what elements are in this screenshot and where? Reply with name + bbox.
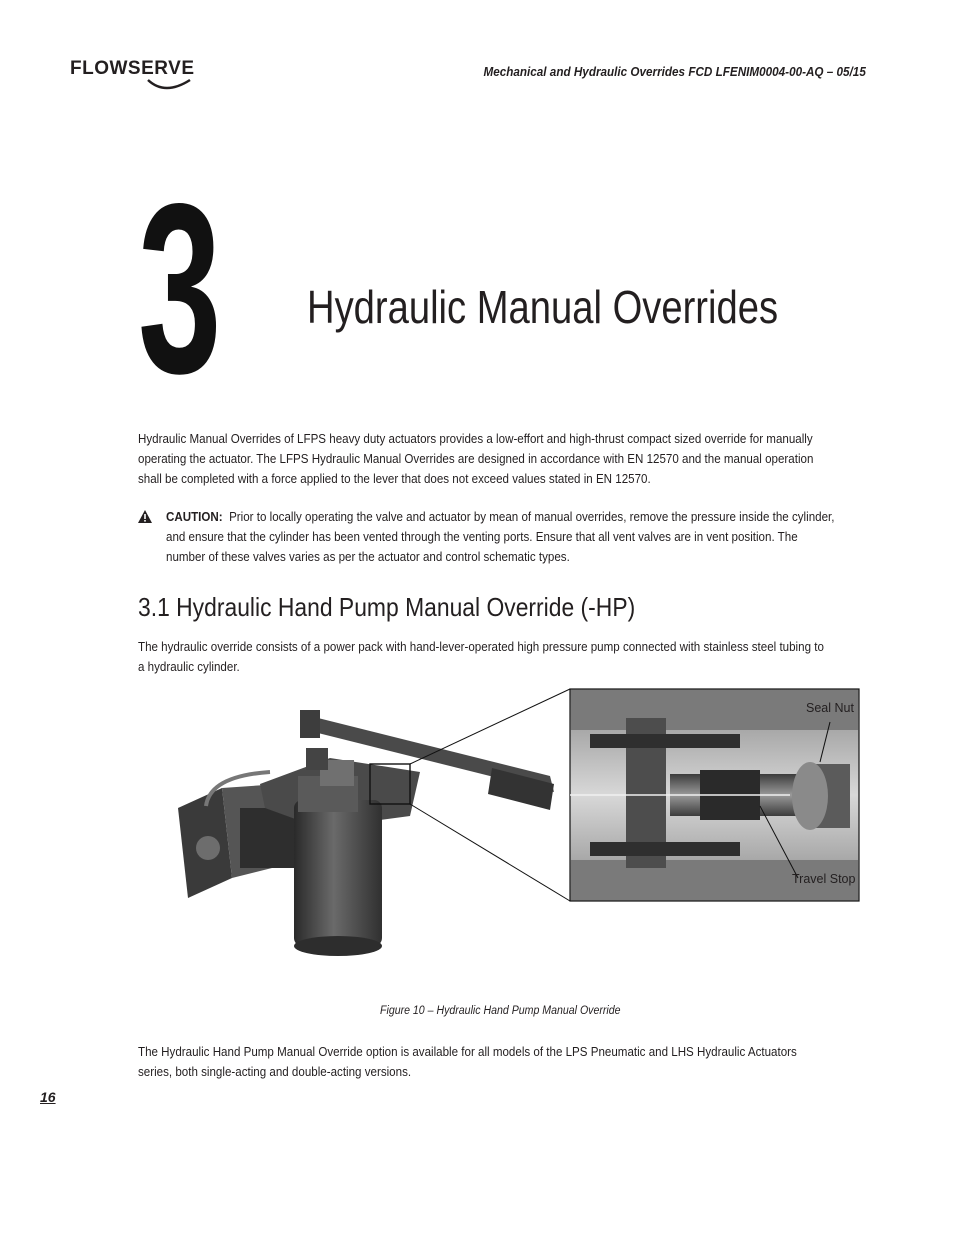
section-paragraph: [138, 637, 864, 677]
caution-line: number of these valves varies as per the actuator and control schematic types.: [166, 550, 570, 564]
closing-line: The Hydraulic Hand Pump Manual Override option is available for all models of the LPS Pneumatic and LHS Hydraulic Actuators: [138, 1045, 797, 1059]
warning-triangle-icon: [138, 510, 152, 523]
closing-paragraph: [138, 1042, 864, 1082]
travel-stop-label: Travel Stop: [792, 872, 856, 886]
caution-text: [166, 507, 878, 567]
caution-line: [166, 507, 835, 527]
caution-label: CAUTION:: [166, 510, 223, 524]
intro-line: shall be completed with a force applied to the lever that does not exceed values stated in EN 12570.: [138, 472, 651, 486]
intro-line: Hydraulic Manual Overrides of LFPS heavy duty actuators provides a low-effort and high-thrust compact sized override for manually: [138, 432, 813, 446]
hand-pump-illustration: [170, 688, 860, 963]
closing-line: series, both single-acting and double-acting versions.: [138, 1065, 412, 1079]
section-line: The hydraulic override consists of a power pack with hand-lever-operated high pressure pump connected with stainless steel tubing to: [138, 640, 824, 654]
caution-line-text: Prior to locally operating the valve and actuator by mean of manual overrides, remove the pressure inside the cylinder,: [229, 510, 835, 524]
seal-nut-label: Seal Nut: [806, 701, 854, 715]
figure-caption: Figure 10 – Hydraulic Hand Pump Manual Override: [380, 1005, 621, 1017]
logo-wordmark: FLOWSERVE: [70, 58, 195, 79]
detail-inset: [570, 689, 859, 901]
section-line: a hydraulic cylinder.: [138, 660, 240, 674]
document-header-title: Mechanical and Hydraulic Overrides FCD LFENIM0004-00-AQ – 05/15: [483, 64, 866, 79]
chapter-number: 3: [138, 154, 218, 424]
hand-pump-figure: [170, 688, 860, 963]
reservoir: [294, 800, 382, 956]
chapter-title: Hydraulic Manual Overrides: [307, 281, 779, 333]
intro-paragraph: [138, 429, 864, 489]
logo-swoosh-icon: [70, 58, 210, 98]
caution-line: and ensure that the cylinder has been vented through the venting ports. Ensure that all vent valves are in vent position. The: [166, 530, 798, 544]
intro-line: operating the actuator. The LFPS Hydraulic Manual Overrides are designed in accordance with EN 12570 and the manual operation: [138, 452, 814, 466]
flowserve-logo: [70, 58, 210, 98]
page-number: 16: [40, 1089, 56, 1105]
section-heading: 3.1 Hydraulic Hand Pump Manual Override (-HP): [138, 592, 636, 622]
